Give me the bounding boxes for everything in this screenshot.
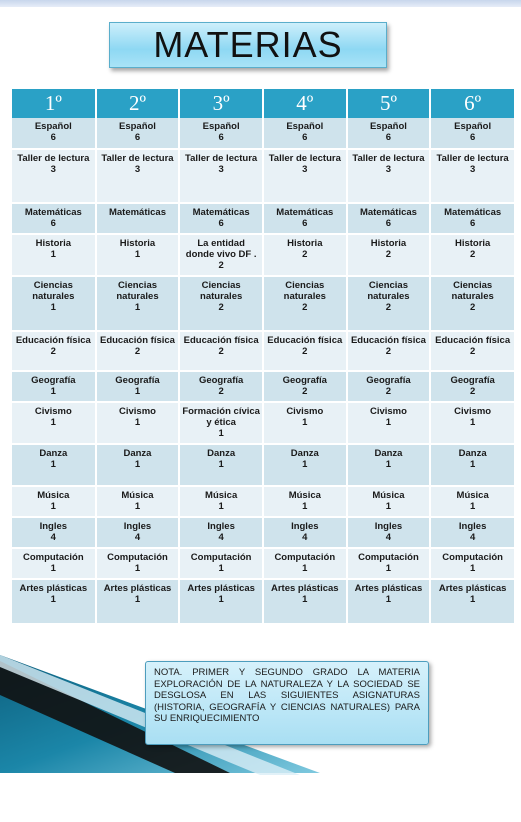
- subject-name: Educación física: [350, 335, 426, 346]
- subject-cell: [347, 444, 431, 486]
- table-row: [12, 149, 514, 203]
- table-row: [12, 118, 514, 149]
- subject-cell: [347, 548, 431, 579]
- subject-cell: [430, 118, 514, 149]
- subject-cell: [263, 118, 347, 149]
- top-bar: [0, 0, 521, 7]
- subject-name: Español: [34, 121, 72, 132]
- subject-cell: [179, 118, 263, 149]
- subject-name: Historia: [35, 238, 72, 249]
- table-row: [12, 371, 514, 402]
- subject-hours: 2: [469, 302, 476, 313]
- subject-cell: [96, 486, 180, 517]
- subject-name: Ciencias naturales: [116, 280, 159, 302]
- subject-cell: [179, 276, 263, 331]
- subject-name: Computación: [190, 552, 252, 563]
- subject-name: Matemáticas: [276, 207, 334, 218]
- subject-name: Música: [37, 490, 70, 501]
- subject-name: Música: [288, 490, 321, 501]
- table-row: [12, 331, 514, 371]
- subject-hours: 1: [469, 501, 476, 512]
- subject-hours: 2: [218, 346, 224, 357]
- subject-hours: 1: [385, 417, 392, 428]
- subject-cell: [179, 579, 263, 624]
- subject-name: Geografía: [366, 375, 411, 386]
- subject-name: Taller de lectura: [268, 153, 341, 164]
- subject-cell: [430, 517, 514, 548]
- subject-cell: [179, 486, 263, 517]
- table-row: [12, 276, 514, 331]
- title-banner: [109, 22, 387, 68]
- subject-hours: 1: [134, 249, 141, 260]
- subject-hours: 1: [385, 459, 392, 470]
- subject-cell: [96, 149, 180, 203]
- subject-name: Computación: [274, 552, 336, 563]
- subject-hours: 1: [134, 594, 141, 605]
- subject-cell: [96, 118, 180, 149]
- subject-name: Computación: [442, 552, 503, 563]
- subject-hours: 1: [302, 594, 308, 605]
- subject-name: Matemáticas: [192, 207, 250, 218]
- subject-cell: [430, 548, 514, 579]
- subject-cell: [12, 149, 96, 203]
- subject-name: Ciencias naturales: [451, 280, 494, 302]
- subject-name: Educación física: [15, 335, 91, 346]
- subject-cell: [179, 548, 263, 579]
- grade-header: 4º: [263, 89, 347, 118]
- subject-name: Geografía: [450, 375, 495, 386]
- subject-cell: [430, 276, 514, 331]
- subject-cell: [12, 444, 96, 486]
- subject-name: Geografía: [31, 375, 76, 386]
- subject-hours: 2: [302, 346, 308, 357]
- subject-cell: [12, 118, 96, 149]
- subject-name: Danza: [207, 448, 236, 459]
- subject-name: Taller de lectura: [185, 153, 258, 164]
- subject-hours: 3: [50, 164, 56, 175]
- subject-name: Español: [119, 121, 156, 132]
- subject-name: Civismo: [454, 406, 492, 417]
- subject-cell: [96, 579, 180, 624]
- subject-cell: [347, 402, 431, 444]
- subject-hours: 3: [302, 164, 308, 175]
- subject-name: Artes plásticas: [354, 583, 423, 594]
- subject-name: Civismo: [369, 406, 407, 417]
- subject-hours: 2: [385, 302, 392, 313]
- subject-cell: [12, 548, 96, 579]
- subject-hours: 3: [385, 164, 392, 175]
- subject-cell: [347, 203, 431, 234]
- subject-name: Danza: [39, 448, 68, 459]
- subject-cell: [96, 371, 180, 402]
- subject-cell: [96, 517, 180, 548]
- subject-name: Matemáticas: [24, 207, 82, 218]
- subject-cell: [12, 579, 96, 624]
- subject-hours: 1: [134, 563, 141, 574]
- table-row: [12, 517, 514, 548]
- subject-hours: 2: [134, 346, 141, 357]
- subject-name: Matemáticas: [108, 207, 166, 218]
- subject-hours: 1: [218, 459, 224, 470]
- subject-cell: [430, 579, 514, 624]
- subject-hours: 1: [50, 302, 56, 313]
- subject-hours: 6: [50, 218, 56, 229]
- subject-hours: 1: [469, 594, 476, 605]
- subjects-body: [12, 118, 514, 624]
- subject-hours: 6: [469, 218, 476, 229]
- subjects-table: [12, 89, 514, 625]
- subject-name: Ciencias naturales: [367, 280, 410, 302]
- subject-hours: 6: [469, 132, 476, 143]
- subject-hours: 2: [469, 249, 476, 260]
- subject-cell: [347, 486, 431, 517]
- subject-cell: [179, 517, 263, 548]
- subject-cell: [347, 234, 431, 276]
- subject-cell: [179, 444, 263, 486]
- subject-name: Educación física: [435, 335, 511, 346]
- subject-cell: [263, 402, 347, 444]
- table-row: [12, 548, 514, 579]
- grade-header-row: [12, 89, 514, 118]
- subject-hours: 1: [134, 386, 141, 397]
- subject-hours: 1: [302, 563, 308, 574]
- subject-name: Educación física: [183, 335, 259, 346]
- subject-hours: 2: [302, 386, 308, 397]
- subject-name: Danza: [123, 448, 152, 459]
- subject-hours: 2: [469, 386, 476, 397]
- subject-cell: [12, 486, 96, 517]
- subject-hours: 1: [218, 594, 224, 605]
- grade-header: 2º: [96, 89, 180, 118]
- subject-hours: 4: [385, 532, 392, 543]
- subject-cell: [12, 331, 96, 371]
- note-box: NOTA. PRIMER Y SEGUNDO GRADO LA MATERIA EXPLORACIÓN DE LA NATURALEZA Y LA SOCIEDAD SE DESGLOSA EN LAS SIGUIENTES ASIGNATURAS (HISTORIA, GEOGRAFÍA Y CIENCIAS NATURALES) PARA SU ENRIQUECIMIENTO: [145, 661, 429, 745]
- subject-hours: 6: [134, 132, 141, 143]
- subject-cell: [430, 149, 514, 203]
- subject-hours: 2: [50, 346, 56, 357]
- subject-cell: [179, 149, 263, 203]
- table-row: [12, 402, 514, 444]
- subject-cell: [263, 444, 347, 486]
- subject-hours: 4: [50, 532, 56, 543]
- subject-cell: [263, 203, 347, 234]
- subject-cell: [347, 276, 431, 331]
- subject-hours: 1: [50, 459, 56, 470]
- subject-hours: 6: [218, 218, 224, 229]
- subject-cell: [12, 402, 96, 444]
- subject-cell: [263, 234, 347, 276]
- subject-hours: 1: [50, 501, 56, 512]
- subject-cell: [263, 149, 347, 203]
- subject-name: La entidad donde vivo DF .: [185, 238, 257, 260]
- subject-name: Geografía: [115, 375, 160, 386]
- subject-cell: [430, 402, 514, 444]
- subject-hours: 1: [50, 249, 56, 260]
- subject-hours: 2: [385, 346, 392, 357]
- page-title: MATERIAS: [153, 24, 343, 65]
- subject-name: Ciencias naturales: [32, 280, 75, 302]
- subject-cell: [347, 118, 431, 149]
- table-row: [12, 234, 514, 276]
- subject-cell: [430, 234, 514, 276]
- subject-hours: 2: [218, 386, 224, 397]
- subject-name: Danza: [290, 448, 319, 459]
- subject-name: Español: [454, 121, 492, 132]
- subject-name: Historia: [370, 238, 407, 249]
- subject-hours: 2: [302, 249, 308, 260]
- subject-name: Español: [202, 121, 240, 132]
- subject-hours: 4: [218, 532, 224, 543]
- subject-cell: [347, 517, 431, 548]
- subject-hours: 1: [469, 459, 476, 470]
- subject-hours: 1: [218, 563, 224, 574]
- subject-name: Civismo: [119, 406, 156, 417]
- subject-hours: 1: [385, 501, 392, 512]
- subject-cell: [12, 276, 96, 331]
- subject-hours: 6: [218, 132, 224, 143]
- subject-hours: 1: [134, 501, 141, 512]
- subject-name: Educación física: [267, 335, 343, 346]
- subject-hours: 1: [134, 302, 141, 313]
- subject-cell: [12, 371, 96, 402]
- subject-cell: [347, 149, 431, 203]
- subject-cell: [263, 331, 347, 371]
- subject-cell: [96, 234, 180, 276]
- subject-name: Ingles: [374, 521, 403, 532]
- subject-cell: [179, 234, 263, 276]
- subject-cell: [12, 203, 96, 234]
- table-row: [12, 203, 514, 234]
- subject-name: Computación: [358, 552, 419, 563]
- subject-cell: [430, 203, 514, 234]
- subject-name: Taller de lectura: [352, 153, 425, 164]
- subject-hours: 3: [134, 164, 141, 175]
- subject-hours: 1: [218, 428, 224, 439]
- subject-name: Ingles: [39, 521, 68, 532]
- subject-name: Ciencias naturales: [200, 280, 243, 302]
- subject-hours: 4: [302, 532, 308, 543]
- subject-name: Educación física: [99, 335, 175, 346]
- subject-hours: 2: [469, 346, 476, 357]
- subject-cell: [12, 234, 96, 276]
- subject-name: Matemáticas: [359, 207, 417, 218]
- subject-name: Artes plásticas: [187, 583, 255, 594]
- subject-cell: [96, 548, 180, 579]
- subject-hours: 6: [302, 218, 308, 229]
- subject-hours: 1: [469, 417, 476, 428]
- subject-name: Ciencias naturales: [283, 280, 326, 302]
- subject-hours: 2: [385, 249, 392, 260]
- subject-hours: 1: [134, 459, 141, 470]
- subject-cell: [179, 331, 263, 371]
- subject-name: Ingles: [207, 521, 235, 532]
- subject-name: Música: [372, 490, 405, 501]
- subject-hours: 1: [302, 417, 308, 428]
- subject-hours: 1: [302, 459, 308, 470]
- subject-name: Música: [205, 490, 238, 501]
- subject-name: Computación: [22, 552, 84, 563]
- subject-cell: [263, 371, 347, 402]
- subject-hours: 1: [50, 417, 56, 428]
- subject-name: Artes plásticas: [271, 583, 339, 594]
- subject-hours: 2: [218, 260, 224, 271]
- subject-name: Matemáticas: [444, 207, 502, 218]
- subject-hours: 6: [385, 218, 392, 229]
- subject-cell: [179, 371, 263, 402]
- subject-cell: [347, 371, 431, 402]
- table-row: [12, 486, 514, 517]
- table-row: [12, 444, 514, 486]
- subject-cell: [96, 276, 180, 331]
- subject-name: Computación: [107, 552, 168, 563]
- subject-cell: [263, 548, 347, 579]
- subject-name: Música: [121, 490, 154, 501]
- subject-name: Formación cívica y ética: [182, 406, 260, 428]
- subject-name: Geografía: [282, 375, 327, 386]
- subject-name: Ingles: [458, 521, 487, 532]
- subject-hours: 3: [469, 164, 476, 175]
- subject-name: Geografía: [198, 375, 244, 386]
- subject-hours: 2: [302, 302, 308, 313]
- subject-name: Historia: [287, 238, 323, 249]
- subject-name: Danza: [458, 448, 487, 459]
- subject-cell: [96, 402, 180, 444]
- subject-cell: [430, 486, 514, 517]
- subject-hours: 1: [302, 501, 308, 512]
- subject-hours: 4: [134, 532, 141, 543]
- subject-hours: 1: [385, 563, 392, 574]
- subject-name: Artes plásticas: [19, 583, 88, 594]
- subject-name: Ingles: [291, 521, 319, 532]
- subject-cell: [96, 203, 180, 234]
- subject-hours: 1: [134, 417, 141, 428]
- subject-hours: 3: [218, 164, 224, 175]
- subject-name: Civismo: [34, 406, 72, 417]
- subject-name: Español: [369, 121, 407, 132]
- subject-cell: [347, 331, 431, 371]
- subject-hours: 6: [302, 132, 308, 143]
- subject-hours: 6: [385, 132, 392, 143]
- subject-hours: 1: [385, 594, 392, 605]
- subject-hours: 1: [218, 501, 224, 512]
- subject-cell: [263, 486, 347, 517]
- grade-header: 3º: [179, 89, 263, 118]
- subject-cell: [179, 203, 263, 234]
- subject-hours: 1: [50, 386, 56, 397]
- subject-cell: [179, 402, 263, 444]
- subject-cell: [263, 579, 347, 624]
- subject-cell: [263, 276, 347, 331]
- subject-name: Taller de lectura: [17, 153, 90, 164]
- subject-name: Danza: [374, 448, 403, 459]
- grade-header: 1º: [12, 89, 96, 118]
- subject-cell: [430, 444, 514, 486]
- subject-name: Ingles: [123, 521, 152, 532]
- subject-hours: 2: [218, 302, 224, 313]
- subject-name: Taller de lectura: [101, 153, 174, 164]
- subject-name: Historia: [454, 238, 491, 249]
- subject-cell: [263, 517, 347, 548]
- subject-name: Música: [456, 490, 489, 501]
- subject-cell: [347, 579, 431, 624]
- subject-cell: [96, 331, 180, 371]
- subject-name: Civismo: [286, 406, 324, 417]
- table-row: [12, 579, 514, 624]
- subject-hours: 1: [50, 563, 56, 574]
- subject-name: Artes plásticas: [103, 583, 172, 594]
- subject-name: Taller de lectura: [436, 153, 509, 164]
- subject-cell: [96, 444, 180, 486]
- subject-name: Artes plásticas: [438, 583, 507, 594]
- subject-cell: [12, 517, 96, 548]
- subject-hours: 6: [50, 132, 56, 143]
- grade-header: 5º: [347, 89, 431, 118]
- subject-hours: 2: [385, 386, 392, 397]
- subject-hours: 1: [469, 563, 476, 574]
- subject-name: Español: [286, 121, 324, 132]
- subject-cell: [430, 331, 514, 371]
- subject-hours: 1: [50, 594, 56, 605]
- subject-hours: 4: [469, 532, 476, 543]
- subject-cell: [430, 371, 514, 402]
- subject-name: Historia: [119, 238, 156, 249]
- grade-header: 6º: [430, 89, 514, 118]
